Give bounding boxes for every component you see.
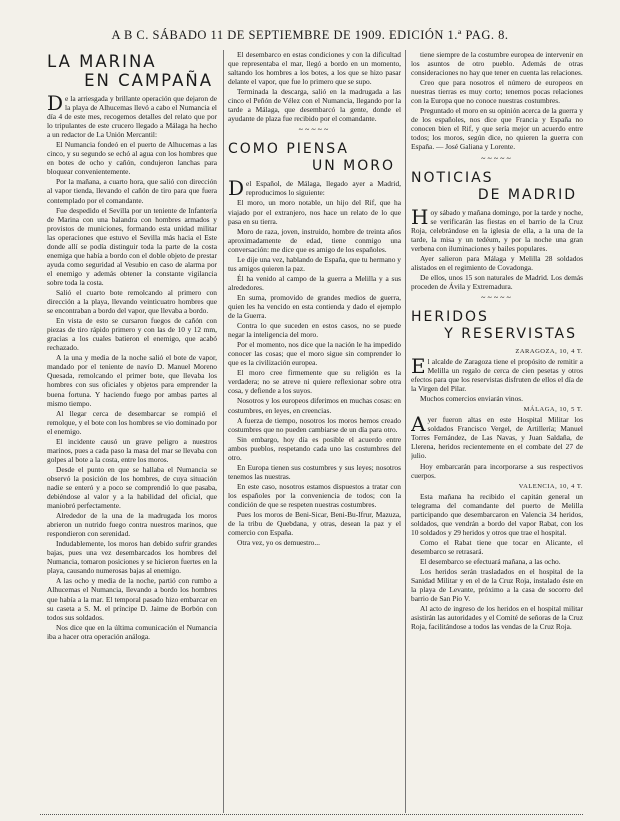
paragraph: Desde el punto en que se hallaba el Numancia se observó la posición de los hombres, de cuya situación nadie se enteró y a poco se comprendió lo que pasaba, debiéndose al valor y a la habilidad del oficial, que maniobró perfectamente. xyxy=(47,464,217,511)
bottom-rule xyxy=(40,814,583,815)
paragraph: Salió el cuarto bote remolcando al primero con dirección a la playa, llevando veinticuatro hombres que se encontraban a bordo del vapor, que llevaba a bordo. xyxy=(47,287,217,316)
paragraph: e la arriesgada y brillante operación que dejaron de la playa de Alhucemas llevó a cabo el Numancia el día 4 de este mes, recogemos detalles del relato que por lo tripulantes de este crucero llegado a Málaga ha hecho a un redactor de La Unión Mercantil: xyxy=(47,94,217,140)
paragraph: oy sábado y mañana domingo, por la tarde y noche, se verificarán las fiestas en el barrio de la Cruz Roja, celebrándose en la iglesia de ella, a la una de la tarde, la misa y un tedéum, y por la noche una gran verbena con iluminaciones y bailes populares. xyxy=(411,207,583,253)
dateline: MÁLAGA, 10, 5 T. xyxy=(523,406,583,414)
paragraph: Alrededor de la una de la madrugada los moros abrieron un nutrido fuego contra nuestros marinos, que respondieron con serenidad. xyxy=(47,511,217,539)
title-line: UN MORO xyxy=(311,158,395,175)
paragraph: Al llegar cerca de desembarcar se rompió el remolque, y el bote con los hombres se vio dominado por el enemigo. xyxy=(47,408,217,436)
paragraph: Esta mañana ha recibido el capitán general un telegrama del comandante del puerto de Melilla participando que desembarcaron en Valencia 34 heridos, soldados, que vendrán a bordo del vapor Rabat, con los 10 soldados y 29 heridos y otros que trae el hospital. xyxy=(411,491,583,537)
paragraph: Nosotros y los europeos diferimos en muchas cosas: en costumbres, en leyes, en creencias. xyxy=(228,396,401,415)
paragraph: En suma, promovido de grandes medios de guerra, quien les ha vencido en esta contienda y dado el ejemplo de la Guerra. xyxy=(228,292,401,321)
paragraph: Fue despedido el Sevilla por un teniente de Infantería de Marina con una balandra con hombres armados y provistos de municiones, formando esta unidad militar las operaciones que estuvo el Sevilla más hacia el Este donde allí se podía distinguir toda la parte de la costa enemiga que había a bordo con el doble objeto de prestar ayuda como seguridad al Vesubio en caso de alarma por el enemigo y además obtener la constante vigilancia sobre toda la costa. xyxy=(47,205,217,287)
paragraph: En vista de esto se cursaron fuegos de cañón con piezas de tiro rápido primero y con las de 10 y 12 mm, gracias a los cuales batieron el enemigo, que acabó rechazado. xyxy=(47,316,217,353)
drop-cap: H xyxy=(411,204,429,229)
paragraph: A fuerza de tiempo, nosotros los moros hemos creado costumbres que no pueden cambiarse de un día para otro. xyxy=(228,415,401,434)
paragraph: Preguntado el moro en su opinión acerca de la guerra y de los españoles, nos dice que Francia y España no conocen bien el Rif, y que sería mejor un acuerdo entre todos; los moros, según dice, no quieren la guerra con España. — José Galiana y Lorente. xyxy=(411,106,583,152)
paragraph: El incidente causó un grave peligro a nuestros marinos, pues a cada paso la masa del mar se llevaba con golpes al bote a la costa, entre los moros. xyxy=(47,436,217,464)
column-3 xyxy=(411,50,583,813)
paragraph: Al acto de ingreso de los heridos en el hospital militar asistirán las autoridades y el Comité de señoras de la Cruz Roja, facilitándose a todos las vendas de la Cruz Roja. xyxy=(411,604,583,632)
title-line: COMO PIENSA xyxy=(228,141,349,158)
paragraph: Los heridos serán trasladados en el hospital de la Sanidad Militar y en el de la Cruz Roja, instalado éste en la playa de Levante, próximo a la casa de socorro del barrio de San Pío V. xyxy=(411,567,583,604)
dateline: VALENCIA, 10, 4 T. xyxy=(518,482,583,490)
paragraph: El moro, un moro notable, un hijo del Rif, que ha viajado por el extranjero, nos hace un relato de lo que pasa en su tierra. xyxy=(228,198,401,226)
paragraph: Terminada la descarga, salió en la madrugada a las cinco el Peñón de Vélez con el Numancia, llegando por la tarde a Málaga, que desembarcó la gente, donde el ayudante de plaza fue recibido por el comandante. xyxy=(228,87,401,124)
paragraph: El desembarco se efectuará mañana, a las ocho. xyxy=(420,556,561,566)
article-title-heridos xyxy=(411,309,583,343)
paragraph: tiene siempre de la costumbre europea de intervenir en los asuntos de otro pueblo. Además de otras consideraciones no hay que tener en cuenta las relaciones. xyxy=(411,50,583,78)
paragraph: En Europa tienen sus costumbres y sus leyes; nosotros tenemos las nuestras. xyxy=(228,462,401,481)
paragraph: el Español, de Málaga, llegado ayer a Madrid, reproducimos lo siguiente: xyxy=(246,179,401,198)
paragraph: yer fueron altas en este Hospital Militar los soldados Francisco Vergel, de Artillería; Manuel Torres Fernández, de Las Navas, y Juan Saldaña, de Llerena, heridos recientemente en el combate del 27 de julio. xyxy=(411,415,583,461)
paragraph: Otra vez, yo os demuestro... xyxy=(237,538,320,548)
article-title-como-piensa xyxy=(228,141,401,175)
drop-cap: E xyxy=(411,353,426,378)
column-2 xyxy=(228,50,401,813)
paragraph: Indudablemente, los moros han debido sufrir grandes bajas, pues una vez desembarcados los hombres del Numancia, tomaron posiciones y se hicieron fuertes en la playa, causando numerosas bajas al enemigo. xyxy=(47,539,217,576)
drop-cap: A xyxy=(411,412,426,437)
article-title-noticias xyxy=(411,170,583,204)
paragraph: Hoy embarcarán para incorporarse a sus respectivos cuerpos. xyxy=(411,461,583,480)
paragraph: El moro cree firmemente que su religión es la verdadera; no se atreve ni quiere reflexionar sobre otra cosa, y defiende a los suyos. xyxy=(228,368,401,396)
ornament-divider: ~~~~~ xyxy=(481,292,513,302)
column-rule xyxy=(223,50,224,813)
running-head: A B C. SÁBADO 11 DE SEPTIEMBRE DE 1909. EDICIÓN 1.ª PAG. 8. xyxy=(111,28,509,42)
column-1 xyxy=(47,50,217,813)
paragraph: Ayer salieron para Málaga y Melilla 28 soldados alistados en el regimiento de Covadonga. xyxy=(411,253,583,272)
paragraph: Moro de raza, joven, instruido, hombre de treinta años aproximadamente de edad, tiene conmigo una conversación: me dice que es amigo de los españoles. xyxy=(228,226,401,254)
paragraph: Por el momento, nos dice que la nación le ha impedido conocer las cosas; que el moro sigue sin comprender lo que es la civilización europea. xyxy=(228,340,401,368)
drop-cap: D xyxy=(47,91,64,115)
paragraph: El Numancia fondeó en el puerto de Alhucemas a las cinco, y su segundo se echó al agua con los hombres que en botes de ocho y cañón, condujeron lanchas para bloquear convenientemente. xyxy=(47,140,217,177)
paragraph: De ellos, unos 15 son naturales de Madrid. Los demás proceden de Ávila y Extremadura. xyxy=(411,272,583,291)
title-line: LA MARINA xyxy=(47,52,157,71)
paragraph: Creo que para nosotros el número de europeos en nuestras tierras es muy corto; tenemos pocas relaciones con la Europa que no conoce nuestras costumbres. xyxy=(411,78,583,106)
drop-cap: D xyxy=(228,176,245,201)
paragraph: Contra lo que suceden en estos casos, no se puede negar la inteligencia del moro. xyxy=(228,321,401,340)
paragraph: Él ha venido al campo de la guerra a Melilla y a sus alrededores. xyxy=(228,273,401,292)
paragraph: A la una y media de la noche salió el bote de vapor, mandado por el teniente de navío D. Manuel Moreno Quesada, remolcando el primer bote, que llevaba los hombres con sus oficiales y objetos para emprender la buena fortuna. Y haciendo fuego por ambas partes al mismo tiempo. xyxy=(47,353,217,408)
dateline: ZARAGOZA, 10, 4 T. xyxy=(515,347,583,355)
paragraph: El desembarco en estas condiciones y con la dificultad que representaba el mar, llegó a bordo en un momento, saltando los hombres a los botes, a los que se hizo pasar delante el vapor, que fue lo primero que se supo. xyxy=(228,50,401,87)
paragraph: A las ocho y media de la noche, partió con rumbo a Alhucemas el Numancia, llevando a bordo los hombres que había a la mar. El temporal pasado hizo embarcar en su caseta a S. M. el príncipe D. Jaime de Borbón con todos sus soldados. xyxy=(47,576,217,622)
paragraph: En este caso, nosotros estamos dispuestos a tratar con los españoles por la conveniencia de todos; con la condición de que se respeten nuestras costumbres. xyxy=(228,481,401,509)
paragraph: Muchos comercios enviarán vinos. xyxy=(420,394,524,404)
paragraph: Le dije una vez, hablando de España, que tu hermano y tus amigos quieren la paz. xyxy=(228,254,401,273)
title-line: EN CAMPAÑA xyxy=(84,71,213,90)
ornament-divider: ~~~~~ xyxy=(298,125,331,135)
title-line: HERIDOS xyxy=(411,308,489,325)
paragraph: Como el Rabat tiene que tocar en Alicante, el desembarco se retrasará. xyxy=(411,537,583,556)
paragraph: Nos dice que en la última comunicación el Numancia iba a hacer otra operación análoga. xyxy=(47,622,217,641)
paragraph: l alcalde de Zaragoza tiene el propósito de remitir a Melilla un regalo de cerca de cien pesetas y otros efectos para que los reservistas disfruten de ellos el día de la Virgen del Pilar. xyxy=(411,356,583,394)
column-rule xyxy=(405,50,406,813)
paragraph: Por la mañana, a cuarto hora, que salió con dirección al vapor tienda, llevando el cañón de tiro para que fuera contemplado por el comandante. xyxy=(47,177,217,205)
ornament-divider: ~~~~~ xyxy=(481,153,513,163)
paragraph: Sin embargo, hoy día es posible el acuerdo entre ambos pueblos, respetando cada uno las costumbres del otro. xyxy=(228,434,401,462)
paragraph: Pues los moros de Beni-Sicar, Beni-Bu-Ifrur, Mazuza, de la tribu de Quebdana, y otras, desean la paz y el comercio con España. xyxy=(228,510,401,538)
title-line: DE MADRID xyxy=(477,186,577,203)
title-line: NOTICIAS xyxy=(411,169,494,186)
title-line: Y RESERVISTAS xyxy=(444,325,577,342)
article-title-la-marina xyxy=(47,52,217,90)
